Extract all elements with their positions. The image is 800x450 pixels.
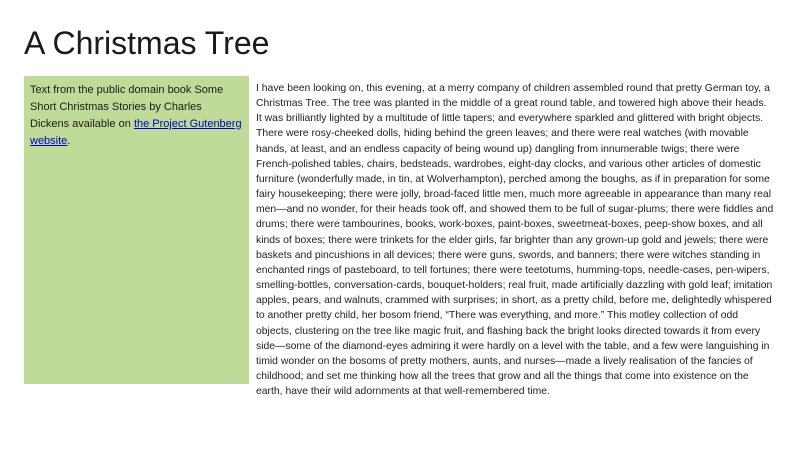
source-note-period: .: [67, 135, 71, 147]
page-title: A Christmas Tree: [24, 25, 270, 61]
source-note-box: [24, 76, 249, 384]
story-paragraph: I have been looking on, this evening, at a merry company of children assembled round that pretty German toy, a Christmas Tree. The tree was planted in the middle of a great round table, and towered high above their heads. It was brilliantly lighted by a multitude of little tapers; and everywhere sparkled and glittered with bright objects. There were rosy-cheeked dolls, hiding behind the green leaves; and there were real watches (with movable hands, at least, and an endless capacity of being wound up) dangling from innumerable twigs; there were French-polished tables, chairs, bedsteads, wardrobes, eight-day clocks, and various other articles of domestic furniture (wonderfully made, in tin, at Wolverhampton), perched among the boughs, as if in preparation for some fairy housekeeping; there were jolly, broad-faced little men, much more agreeable in appearance than many real men—and no wonder, for their heads took off, and showed them to be full of sugar-plums; there were fiddles and drums; there were tambourines, books, work-boxes, paint-boxes, sweetmeat-boxes, peep-show boxes, and all kinds of boxes; there were trinkets for the elder girls, far brighter than any grown-up gold and jewels; there were baskets and pincushions in all devices; there were guns, swords, and banners; there were witches standing in enchanted rings of pasteboard, to tell fortunes; there were teetotums, humming-tops, needle-cases, pen-wipers, smelling-bottles, conversation-cards, bouquet-holders; real fruit, made artificially dazzling with gold leaf; imitation apples, pears, and walnuts, crammed with surprises; in short, as a pretty child, before me, delightedly whispered to another pretty child, her bosom friend, “There was everything, and more.” This motley collection of odd objects, clustering on the tree like magic fruit, and flashing back the bright looks directed towards it from every side—some of the diamond-eyes admiring it were hardly on a level with the table, and a few were languishing in timid wonder on the bosoms of pretty mothers, aunts, and nurses—made a lively realisation of the fancies of childhood; and set me thinking how all the trees that grow and all the things that come into existence on the earth, have their wild adornments at that well-remembered time.: [256, 83, 774, 398]
source-note-text: Text from the public domain book Some Short Christmas Stories by Charles Dickens available on: [30, 84, 224, 130]
project-gutenberg-link[interactable]: the Project Gutenberg website: [30, 118, 242, 147]
